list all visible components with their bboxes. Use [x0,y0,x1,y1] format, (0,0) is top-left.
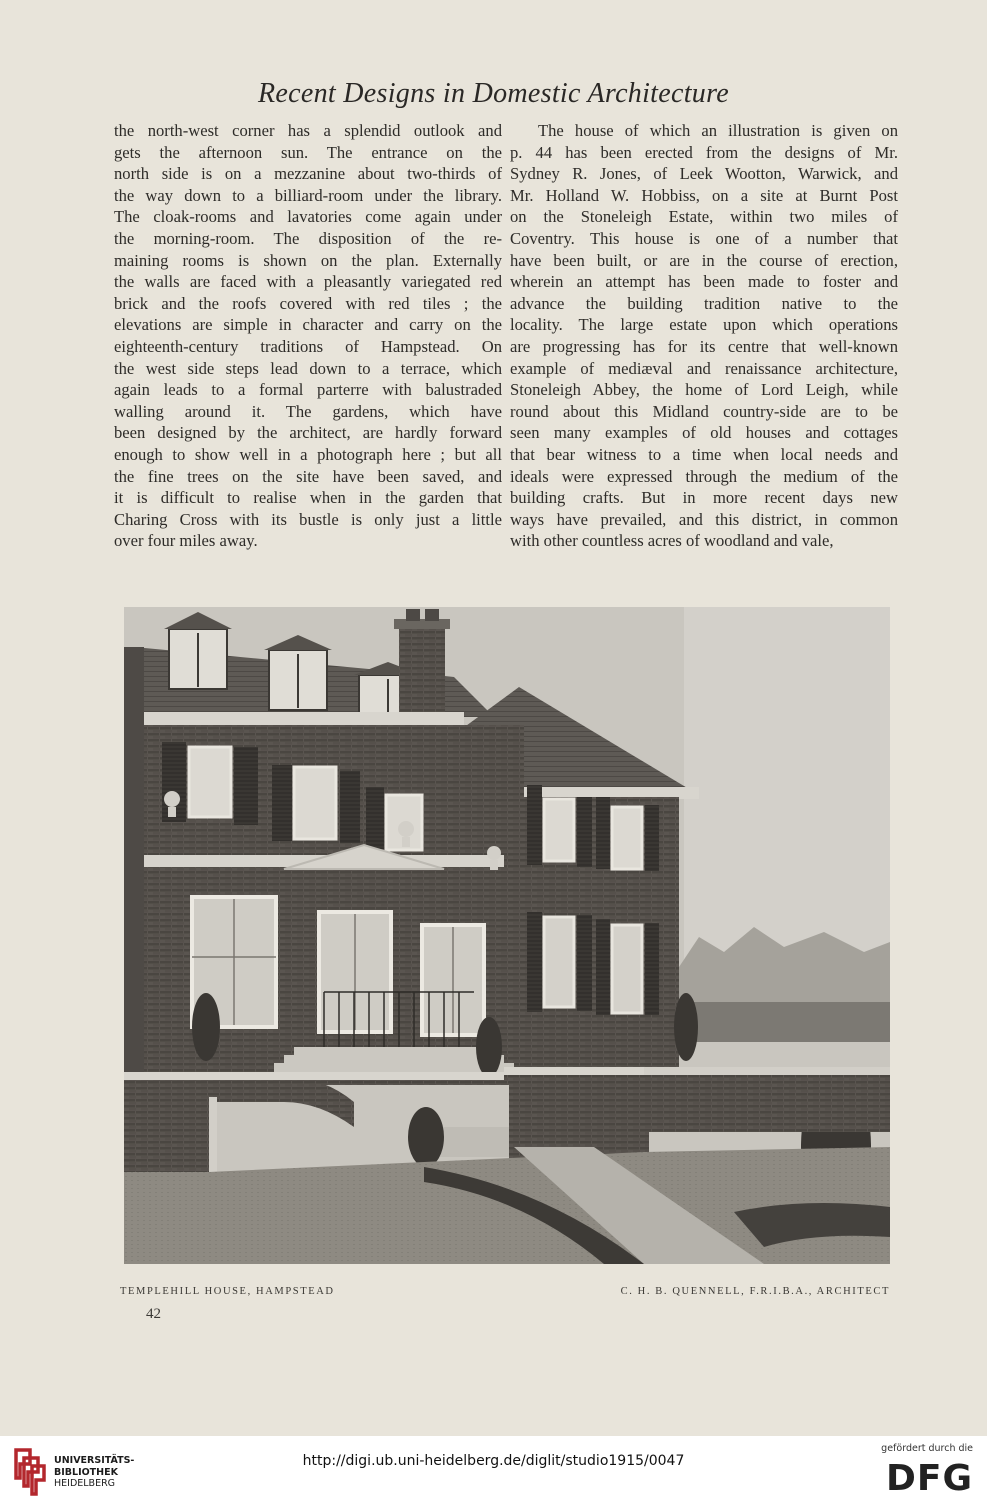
text-line: been designed by the architect, are hardly forward [114,423,502,443]
text-line: with other countless acres of woodland and vale, [510,531,834,551]
text-line: example of mediæval and renaissance architecture, [510,358,898,378]
dfg-logo: DFG [885,1458,973,1499]
photograph-illustration [124,607,890,1264]
left-text-column [114,120,502,552]
text-line: have been built, or are in the course of erection, [510,250,898,270]
text-line: p. 44 has been erected from the designs of Mr. [510,142,898,162]
source-url-link[interactable]: http://digi.ub.uni-heidelberg.de/diglit/studio1915/0047 [302,1453,685,1469]
right-text-column [510,120,898,552]
text-line: walling around it. The gardens, which have [114,401,502,421]
text-line: Charing Cross with its bustle is only just a little [114,509,502,529]
text-line: eighteenth-century traditions of Hampstead. On [114,336,502,356]
plate-caption-architect: C. H. B. QUENNELL, F.R.I.B.A., ARCHITECT [620,1286,890,1297]
digitization-footer [0,1436,987,1508]
text-line: again leads to a formal parterre with balustraded [114,380,502,400]
text-line: that bear witness to a time when local needs and [510,444,898,464]
text-line: the north-west corner has a splendid outlook and [114,121,502,140]
house-photograph [124,607,890,1264]
library-line-1: UNIVERSITÄTS- [54,1455,135,1466]
text-line: Stoneleigh Abbey, the home of Lord Leigh, while [510,380,898,400]
text-line: Coventry. This house is one of a number that [510,228,898,248]
text-line: ideals were expressed through the medium of the [510,466,898,486]
text-line: over four miles away. [114,531,258,551]
text-line: The house of which an illustration is given on [538,121,898,140]
running-head: Recent Designs in Domestic Architecture [258,78,729,109]
text-line: north side is on a mezzanine about two-thirds of [114,164,502,184]
text-line: the way down to a billiard-room under the library. [114,185,502,205]
page-number: 42 [146,1306,161,1322]
library-line-2: BIBLIOTHEK [54,1466,118,1478]
funded-by-label: gefördert durch die [881,1443,973,1454]
text-line: round about this Midland country-side are to be [510,401,898,421]
text-line: Sydney R. Jones, of Leek Wootton, Warwick, and [510,164,898,184]
text-line: advance the building tradition native to the [510,293,898,313]
text-line: The cloak-rooms and lavatories come again under [114,207,502,227]
text-line: are progressing has for its centre that well-known [510,336,898,356]
text-line: elevations are simple in character and carry on the [114,315,502,335]
text-line: maining rooms is shown on the plan. Externally [114,250,502,270]
text-line: gets the afternoon sun. The entrance on the [114,142,502,162]
text-line: brick and the roofs covered with red tiles ; the [114,293,502,313]
text-line: wherein an attempt has been made to foster and [510,272,898,292]
text-line: building crafts. But in more recent days new [510,488,898,508]
text-line: the walls are faced with a pleasantly variegated red [114,272,502,292]
plate-caption-title: TEMPLEHILL HOUSE, HAMPSTEAD [120,1286,335,1297]
text-line: the morning-room. The disposition of the re- [114,228,502,248]
text-line: it is difficult to realise when in the garden that [114,488,502,508]
text-line: on the Stoneleigh Estate, within two miles of [510,207,898,227]
text-line: the west side steps lead down to a terrace, which [114,358,502,378]
text-line: locality. The large estate upon which operations [510,315,898,335]
text-line: enough to show well in a photograph here ; but all [114,444,502,464]
text-line: Mr. Holland W. Hobbiss, on a site at Burnt Post [510,185,898,205]
text-line: the fine trees on the site have been saved, and [114,466,502,486]
text-line: seen many examples of old houses and cottages [510,423,898,443]
library-line-3: HEIDELBERG [54,1478,116,1489]
text-line: ways have prevailed, and this district, in common [510,509,898,529]
